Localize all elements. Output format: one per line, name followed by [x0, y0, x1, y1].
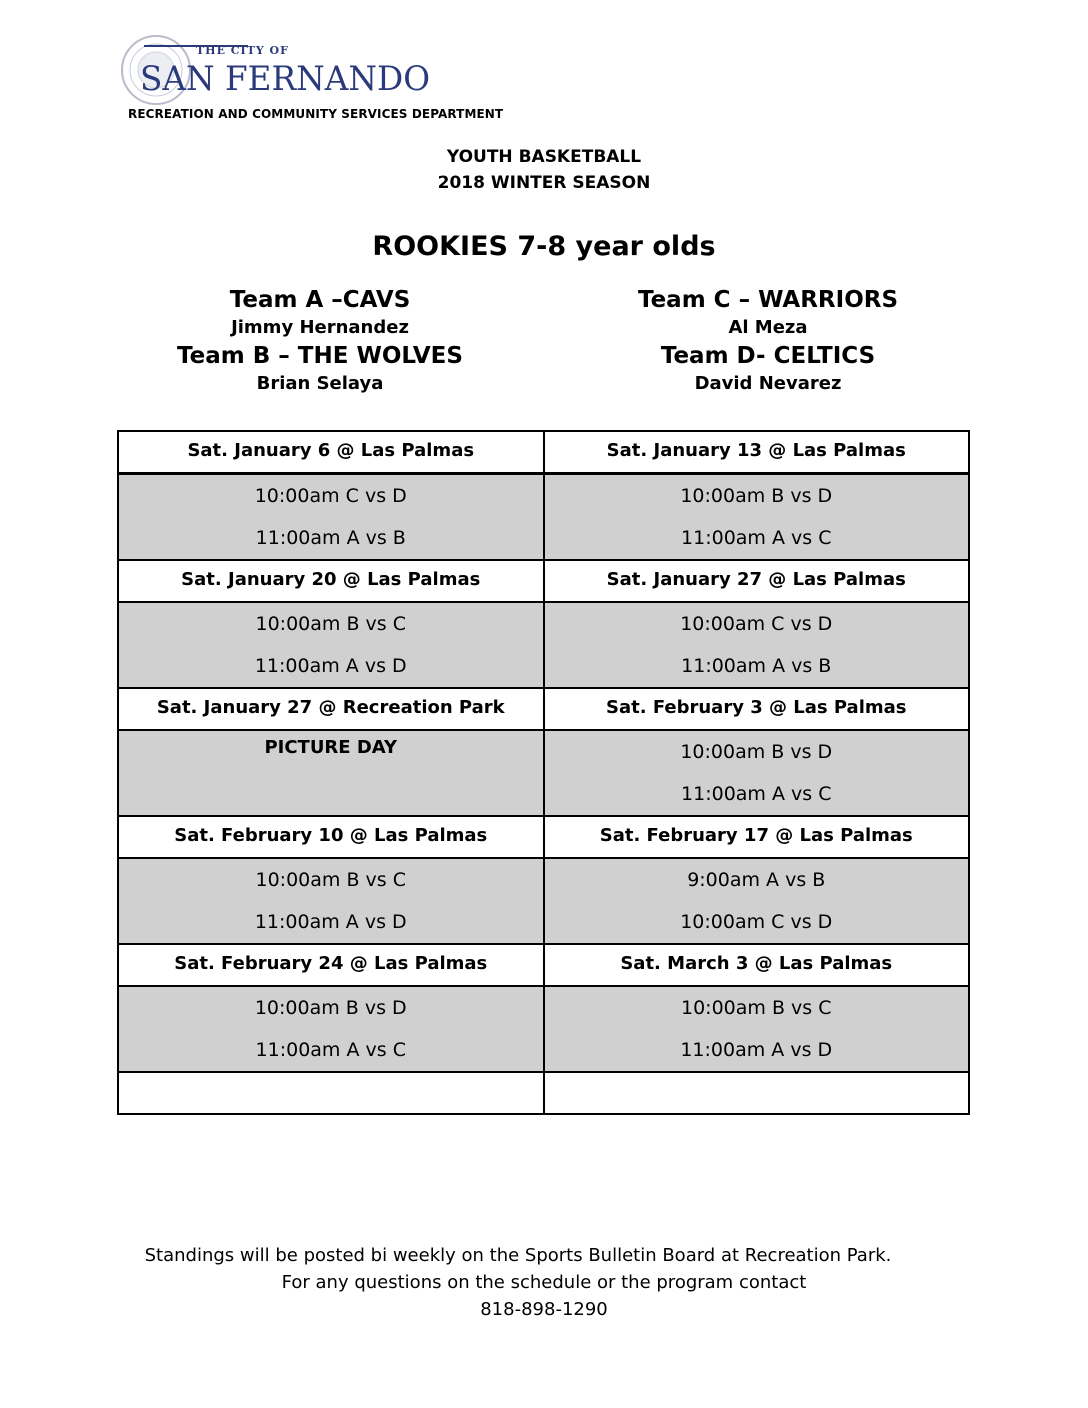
- game-date: Sat. January 13 @ Las Palmas: [544, 431, 970, 474]
- game-date: Sat. March 3 @ Las Palmas: [544, 944, 970, 986]
- game-entry: 11:00am A vs C: [681, 783, 832, 805]
- game-entry: 10:00am B vs D: [254, 997, 407, 1019]
- schedule-date-row: [118, 688, 969, 730]
- games-cell: [118, 986, 544, 1072]
- games-cell: [118, 730, 544, 816]
- team-name: Team A –CAVS: [229, 287, 411, 313]
- standings-note: Standings will be posted bi weekly on the Sports Bulletin Board at Recreation Park.: [144, 1245, 892, 1266]
- teams-left-column: [110, 284, 530, 396]
- game-entry: 10:00am C vs D: [680, 911, 833, 933]
- game-entry: 10:00am C vs D: [254, 485, 407, 507]
- game-date: Sat. February 17 @ Las Palmas: [544, 816, 970, 858]
- game-entry: 11:00am A vs C: [255, 1039, 406, 1061]
- schedule-date-row: [118, 560, 969, 602]
- game-entry: 10:00am C vs D: [680, 613, 833, 635]
- logo-city-text: SAN FERNANDO: [140, 59, 430, 99]
- game-date: Sat. February 10 @ Las Palmas: [118, 816, 544, 858]
- games-cell: [544, 602, 970, 688]
- game-entry: 11:00am A vs D: [680, 1039, 833, 1061]
- empty-cell: [118, 1072, 544, 1114]
- schedule-games-row: [118, 730, 969, 816]
- contact-note: For any questions on the schedule or the program contact: [281, 1272, 807, 1293]
- schedule-date-row: [118, 944, 969, 986]
- team-name: Team D- CELTICS: [660, 343, 876, 369]
- game-entry: 9:00am A vs B: [687, 869, 826, 891]
- schedule-games-row: [118, 602, 969, 688]
- department-name: RECREATION AND COMMUNITY SERVICES DEPARTMENT: [128, 107, 504, 121]
- empty-row: [118, 1072, 969, 1114]
- team-name: Team C – WARRIORS: [637, 287, 899, 313]
- game-entry: 11:00am A vs D: [254, 911, 407, 933]
- season-title: 2018 WINTER SEASON: [437, 173, 651, 193]
- game-date: Sat. February 3 @ Las Palmas: [544, 688, 970, 730]
- game-entry: 10:00am B vs C: [681, 997, 832, 1019]
- games-cell: [118, 474, 544, 561]
- schedule-games-row: [118, 858, 969, 944]
- schedule-date-row: [118, 816, 969, 858]
- picture-day-note: PICTURE DAY: [264, 737, 398, 758]
- game-entry: 10:00am B vs C: [255, 613, 406, 635]
- division-title: ROOKIES 7-8 year olds: [372, 231, 716, 262]
- games-cell: [544, 730, 970, 816]
- game-entry: 10:00am B vs C: [255, 869, 406, 891]
- team-coach: Jimmy Hernandez: [231, 317, 409, 338]
- game-entry: 10:00am B vs D: [680, 485, 833, 507]
- game-date: Sat. January 27 @ Recreation Park: [118, 688, 544, 730]
- game-date: Sat. February 24 @ Las Palmas: [118, 944, 544, 986]
- games-cell: [118, 858, 544, 944]
- games-cell: [118, 602, 544, 688]
- contact-phone: 818-898-1290: [480, 1299, 608, 1320]
- schedule-date-row: [118, 431, 969, 474]
- game-entry: 11:00am A vs D: [254, 655, 407, 677]
- program-title: YOUTH BASKETBALL: [446, 147, 642, 167]
- game-entry: 10:00am B vs D: [680, 741, 833, 763]
- games-cell: [544, 986, 970, 1072]
- schedule-games-row: [118, 986, 969, 1072]
- logo-top-text: THE CITY OF: [196, 44, 289, 57]
- team-coach: David Nevarez: [694, 373, 842, 394]
- teams-right-column: [558, 284, 978, 396]
- games-cell: [544, 474, 970, 561]
- game-entry: 11:00am A vs C: [681, 527, 832, 549]
- game-date: Sat. January 27 @ Las Palmas: [544, 560, 970, 602]
- team-coach: Brian Selaya: [256, 373, 384, 394]
- game-entry: 11:00am A vs B: [681, 655, 832, 677]
- schedule-games-row: [118, 474, 969, 561]
- game-entry: 11:00am A vs B: [255, 527, 406, 549]
- team-coach: Al Meza: [728, 317, 808, 338]
- team-name: Team B – THE WOLVES: [177, 343, 463, 369]
- empty-cell: [544, 1072, 970, 1114]
- game-date: Sat. January 20 @ Las Palmas: [118, 560, 544, 602]
- game-date: Sat. January 6 @ Las Palmas: [118, 431, 544, 474]
- schedule-table: [117, 430, 970, 1115]
- city-logo: [118, 32, 438, 106]
- games-cell: [544, 858, 970, 944]
- footer-notes: [0, 1242, 1088, 1323]
